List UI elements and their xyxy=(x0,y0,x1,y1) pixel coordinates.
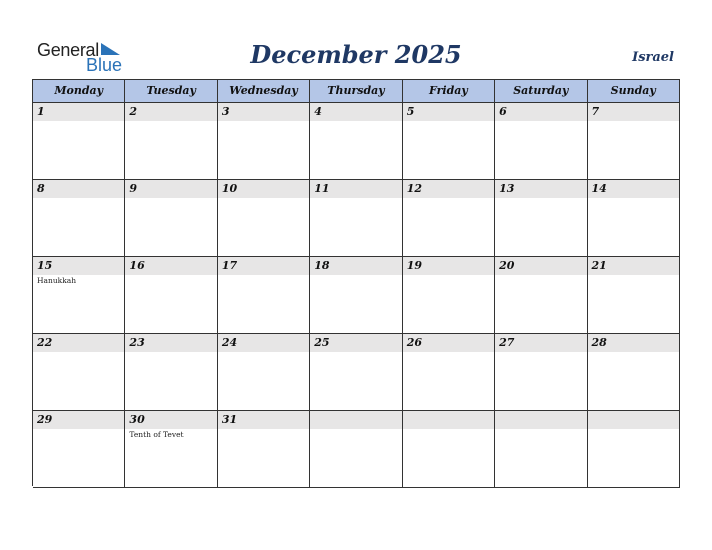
day-cell xyxy=(125,411,217,488)
day-cell xyxy=(588,180,680,257)
day-number: 1 xyxy=(33,103,124,121)
day-number: 4 xyxy=(310,103,401,121)
day-number: 23 xyxy=(125,334,216,352)
day-cell xyxy=(310,103,402,180)
day-number xyxy=(403,411,494,429)
day-cell xyxy=(218,257,310,334)
day-cell xyxy=(403,103,495,180)
day-cell xyxy=(495,180,587,257)
week-row xyxy=(33,103,680,180)
day-cell xyxy=(310,334,402,411)
day-number: 11 xyxy=(310,180,401,198)
day-number: 24 xyxy=(218,334,309,352)
day-number: 31 xyxy=(218,411,309,429)
day-cell xyxy=(403,257,495,334)
day-cell xyxy=(310,257,402,334)
day-number xyxy=(310,411,401,429)
weekday-header-thursday: Thursday xyxy=(310,80,402,103)
day-number: 26 xyxy=(403,334,494,352)
empty-day-cell xyxy=(310,411,402,488)
week-row xyxy=(33,180,680,257)
day-cell xyxy=(588,103,680,180)
day-cell xyxy=(125,180,217,257)
day-number xyxy=(588,411,679,429)
day-cell xyxy=(403,180,495,257)
day-number: 17 xyxy=(218,257,309,275)
day-number: 22 xyxy=(33,334,124,352)
day-number: 16 xyxy=(125,257,216,275)
day-number: 18 xyxy=(310,257,401,275)
day-number: 9 xyxy=(125,180,216,198)
day-cell xyxy=(310,180,402,257)
week-row xyxy=(33,334,680,411)
day-number: 5 xyxy=(403,103,494,121)
day-cell xyxy=(33,334,125,411)
day-cell xyxy=(218,411,310,488)
day-number: 19 xyxy=(403,257,494,275)
weekday-header-row xyxy=(33,80,680,103)
day-number: 12 xyxy=(403,180,494,198)
logo-word-blue: Blue xyxy=(86,55,123,75)
calendar-title: December 2025 xyxy=(250,40,462,69)
day-cell xyxy=(33,411,125,488)
day-cell xyxy=(495,103,587,180)
day-cell xyxy=(33,180,125,257)
day-cell xyxy=(218,103,310,180)
day-number: 6 xyxy=(495,103,586,121)
week-row xyxy=(33,257,680,334)
weekday-header-tuesday: Tuesday xyxy=(125,80,217,103)
day-number: 15 xyxy=(33,257,124,275)
day-cell xyxy=(403,334,495,411)
day-number: 2 xyxy=(125,103,216,121)
day-cell xyxy=(125,103,217,180)
holiday-label: Tenth of Tevet xyxy=(129,430,184,439)
day-number: 3 xyxy=(218,103,309,121)
day-cell xyxy=(588,257,680,334)
day-cell xyxy=(125,334,217,411)
day-number: 10 xyxy=(218,180,309,198)
day-number: 7 xyxy=(588,103,679,121)
day-cell xyxy=(218,334,310,411)
day-number: 30 xyxy=(125,411,216,429)
day-cell xyxy=(495,257,587,334)
week-row xyxy=(33,411,680,488)
country-label: Israel xyxy=(632,50,674,65)
day-number: 14 xyxy=(588,180,679,198)
day-cell xyxy=(33,103,125,180)
day-cell xyxy=(588,334,680,411)
weekday-header-wednesday: Wednesday xyxy=(218,80,310,103)
holiday-label: Hanukkah xyxy=(37,276,77,285)
day-number xyxy=(495,411,586,429)
weeks-container xyxy=(33,103,680,488)
empty-day-cell xyxy=(588,411,680,488)
day-number: 25 xyxy=(310,334,401,352)
day-cell xyxy=(33,257,125,334)
day-cell xyxy=(218,180,310,257)
day-cell xyxy=(125,257,217,334)
day-number: 8 xyxy=(33,180,124,198)
day-cell xyxy=(495,334,587,411)
day-number: 13 xyxy=(495,180,586,198)
weekday-header-saturday: Saturday xyxy=(495,80,587,103)
day-number: 28 xyxy=(588,334,679,352)
weekday-header-monday: Monday xyxy=(33,80,125,103)
day-number: 20 xyxy=(495,257,586,275)
weekday-header-sunday: Sunday xyxy=(588,80,680,103)
weekday-header-friday: Friday xyxy=(403,80,495,103)
empty-day-cell xyxy=(495,411,587,488)
day-number: 29 xyxy=(33,411,124,429)
day-number: 27 xyxy=(495,334,586,352)
logo-word-general: General xyxy=(37,40,99,60)
empty-day-cell xyxy=(403,411,495,488)
calendar-grid xyxy=(32,79,680,486)
day-number: 21 xyxy=(588,257,679,275)
